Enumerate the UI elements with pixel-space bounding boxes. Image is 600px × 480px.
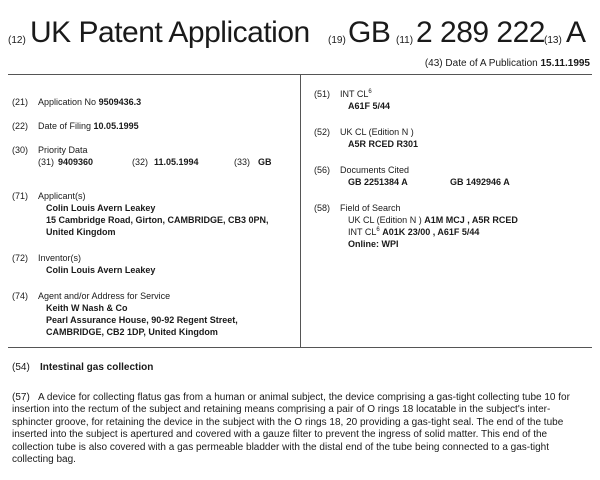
search-line-3: Online: WPI — [348, 239, 399, 249]
publication-date — [425, 58, 590, 69]
cited-document: GB 1492946 A — [450, 177, 510, 187]
field-label: Date of Filing 10.05.1995 — [38, 121, 139, 131]
agent-field — [12, 290, 296, 338]
field-code: (51) — [314, 89, 331, 99]
inventor-field — [12, 252, 296, 276]
field-code: (22) — [12, 121, 29, 131]
field-label: UK CL (Edition N ) — [340, 127, 414, 137]
field-code: (58) — [314, 203, 331, 213]
title-code: (54) — [12, 362, 30, 373]
code-19: (19) — [328, 35, 346, 46]
column-divider — [300, 75, 301, 347]
field-code: (52) — [314, 127, 331, 137]
patent-header — [8, 10, 592, 50]
kind-code: A — [566, 16, 586, 49]
field-label: Inventor(s) — [38, 253, 82, 263]
code-31: (31) — [38, 157, 55, 167]
uk-cl-value: A5R RCED R301 — [348, 139, 419, 149]
abstract-body: A device for collecting flatus gas from a human or animal subject, the device comprising a gas-tight collecting tube 10 for insertion into the rectum of the subject and retaining means comprising a pair of O rings 18 locatable in the subject's inter-sphincter groove, for retaining the device in the subject with the O rings 18, 20 providing a gas-tight seal. The end of the tube inserted into the subject is apertured and covered with a gauze filter to prevent the ingress of solid matter. This end of the collection tube is also covered with a gas permeable bladder with the distal end of the tube being connected to a gas-tight collecting bag. — [12, 392, 570, 466]
applicant-field — [12, 190, 296, 238]
field-label: INT $CL^6$ — [340, 89, 372, 99]
application-number-field — [12, 96, 292, 110]
field-label: Documents Cited — [340, 165, 410, 175]
abstract — [12, 392, 590, 466]
field-label: Applicant(s) — [38, 191, 86, 201]
priority-data-field — [12, 144, 296, 172]
pub-date-label: Date of A Publication — [445, 58, 538, 69]
field-code: (72) — [12, 253, 29, 263]
abstract-code: (57) — [12, 392, 30, 403]
code-13: (13) — [544, 35, 562, 46]
field-code: (71) — [12, 191, 29, 201]
priority-date: 11.05.1994 — [154, 157, 199, 167]
priority-number: 9409360 — [58, 157, 94, 167]
agent-city: CAMBRIDGE, CB2 1DP, United Kingdom — [46, 327, 218, 337]
field-label: Priority Data — [38, 145, 88, 155]
field-code: (30) — [12, 145, 29, 155]
int-cl-value: A61F 5/44 — [348, 101, 391, 111]
int-cl-field — [314, 88, 590, 114]
country-code: GB — [348, 16, 391, 49]
field-label: Agent and/or Address for Service — [38, 291, 171, 301]
documents-cited-field — [314, 164, 590, 190]
document-type: UK Patent Application — [30, 16, 310, 49]
field-value: 9509436.3 — [98, 97, 142, 107]
uk-cl-field — [314, 126, 590, 152]
inventor-name: Colin Louis Avern Leakey — [46, 265, 156, 275]
priority-country: GB — [258, 157, 272, 167]
field-label: Application No 9509436.3 — [38, 97, 142, 107]
field-of-search — [314, 202, 590, 252]
mid-rule — [8, 347, 592, 348]
agent-address: Pearl Assurance House, 90-92 Regent Street, — [46, 315, 238, 325]
search-line-2: INT $CL^6$ A01K 23/00 , A61F 5/44 — [348, 227, 480, 237]
field-code: (74) — [12, 291, 29, 301]
publication-number: 2 289 222 — [416, 16, 545, 49]
applicant-address: 15 Cambridge Road, Girton, CAMBRIDGE, CB3 0PN, — [46, 215, 269, 225]
field-value: 10.05.1995 — [93, 121, 139, 131]
field-code: (56) — [314, 165, 331, 175]
code-33: (33) — [234, 157, 251, 167]
field-code: (21) — [12, 97, 29, 107]
search-line-1: UK CL (Edition N ) A1M MCJ , A5R RCED — [348, 215, 518, 225]
applicant-country: United Kingdom — [46, 227, 116, 237]
field-label: Field of Search — [340, 203, 401, 213]
pub-date-value: 15.11.1995 — [540, 58, 590, 69]
agent-name: Keith W Nash & Co — [46, 303, 128, 313]
applicant-name: Colin Louis Avern Leakey — [46, 203, 156, 213]
code-12: (12) — [8, 35, 26, 46]
code-32: (32) — [132, 157, 149, 167]
cited-document: GB 2251384 A — [348, 177, 408, 187]
code-11: (11) — [396, 35, 414, 46]
filing-date-field — [12, 120, 292, 134]
pub-date-code: (43) — [424, 58, 443, 69]
invention-title: Intestinal gas collection — [40, 362, 154, 373]
